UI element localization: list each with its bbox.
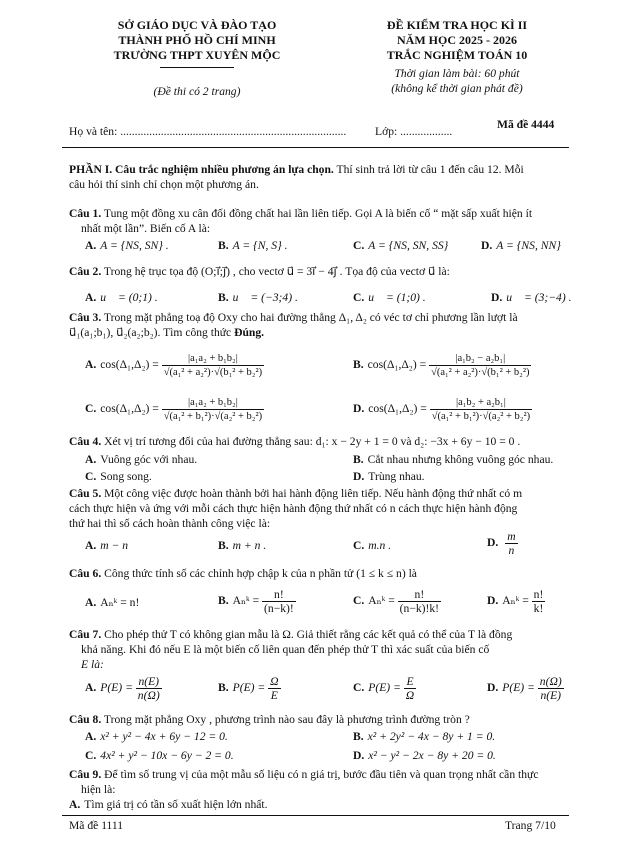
q7-number: Câu 7.: [69, 628, 102, 641]
q3-option-d[interactable]: D. cos(Δ₁,Δ₂) = $\frac{\text{|a₁b₂ + a₂b₁|}}{\text{√(a₁² + b₁²)·√(a₂² + b₂²)}}$: [353, 397, 531, 422]
header-right: [352, 18, 562, 63]
question-1: [69, 206, 569, 236]
q5-option-d[interactable]: D. $\frac{m}{n}$: [487, 530, 516, 557]
q3-text2: u⃗₁(a₁;b₁), u⃗₂(a₂;b₂). Tìm công thức: [69, 326, 235, 339]
question-2: [69, 264, 569, 279]
q8-number: Câu 8.: [69, 713, 102, 726]
q1-number: Câu 1.: [69, 207, 102, 220]
q7-text2: khả năng. Khi đó nếu E là một biến cố liên quan đến phép thử T thì xác suất của biến cố: [81, 643, 490, 656]
q7-option-c[interactable]: C. P(E) = $\frac{E}{\Omega}$: [353, 675, 415, 702]
footer-exam-code: Mã đề 1111: [69, 819, 124, 832]
dept-line: SỞ GIÁO DỤC VÀ ĐÀO TẠO: [117, 18, 277, 32]
page-count-note: (Đề thi có 2 trang): [153, 85, 241, 98]
question-4: [69, 434, 569, 449]
header-underline: [160, 67, 234, 68]
q6-option-d[interactable]: D. Aₙᵏ = $\frac{n!}{k!}$: [487, 588, 544, 615]
q7-option-b[interactable]: B. P(E) = $\frac{\Omega}{E}$: [218, 675, 279, 702]
q5-text3: thứ hai thì số cách hoàn thành công việc là:: [69, 517, 271, 530]
part1-instr2: câu hỏi thí sinh chỉ chọn một phương án.: [69, 178, 259, 191]
divider-line: [62, 147, 569, 148]
q5-option-b[interactable]: B. m + n .: [218, 539, 267, 552]
subject: TRẮC NGHIỆM TOÁN 10: [386, 48, 528, 62]
q1-text: Tung một đồng xu cân đối đồng chất hai lần liên tiếp. Gọi A là biến cố “ mặt sấp xuất hiện ít: [101, 207, 533, 220]
q8-option-d[interactable]: D. x² − y² − 2x − 8y + 20 = 0.: [353, 749, 496, 762]
q8-option-b[interactable]: B. x² + 2y² − 4x − 8y + 1 = 0.: [353, 730, 496, 743]
part1-instr: Thí sinh trả lời từ câu 1 đến câu 12. Mỗi: [333, 163, 524, 176]
q1-text2: nhất một lần”. Biến cố A là:: [81, 222, 211, 235]
q6-option-c[interactable]: C. Aₙᵏ = $\frac{n!}{(n-k)!k!}$: [353, 588, 440, 615]
q2-option-d[interactable]: D. u⃗ = (3;−4) .: [491, 291, 572, 304]
question-7: [69, 627, 569, 672]
q5-text: Một công việc được hoàn thành bởi hai hành động liên tiếp. Nếu hành động thứ nhất có m: [101, 487, 523, 500]
q9-option-a[interactable]: A. Tìm giá trị có tần số xuất hiện lớn nhất.: [69, 798, 268, 811]
school-year: NĂM HỌC 2025 - 2026: [397, 33, 517, 47]
q8-option-c[interactable]: C. 4x² + y² − 10x − 6y − 2 = 0.: [85, 749, 234, 762]
q5-option-c[interactable]: C. m.n .: [353, 539, 392, 552]
exam-code: Mã đề 4444: [497, 118, 555, 131]
school-line: TRƯỜNG THPT XUYÊN MỘC: [113, 48, 281, 62]
q8-option-a[interactable]: A. x² + y² − 4x + 6y − 12 = 0.: [85, 730, 228, 743]
q1-option-a[interactable]: A. A = {NS, SN} .: [85, 239, 169, 252]
q4-option-b[interactable]: B. Cắt nhau nhưng không vuông góc nhau.: [353, 453, 554, 466]
q7-text3: E là:: [81, 658, 104, 671]
time-exclusion: (không kể thời gian phát đề): [391, 82, 523, 95]
q2-text: Trong hệ trục tọa độ (O;i⃗;j⃗) , cho vectơ u⃗ = 3i⃗ − 4j⃗ . Tọa độ của vectơ u⃗ là:: [101, 265, 450, 278]
q3-number: Câu 3.: [69, 311, 102, 324]
q6-number: Câu 6.: [69, 567, 102, 580]
q3-text2b: Đúng.: [234, 326, 265, 339]
part1-title: PHẦN I. Câu trắc nghiệm nhiều phương án lựa chọn.: [69, 163, 334, 176]
header-left: [92, 18, 302, 63]
q3-option-a[interactable]: A. cos(Δ₁,Δ₂) = $\frac{\text{|a₁a₂ + b₁b₂|}}{\text{√(a₁² + a₂²)·√(b₁² + b₂²)}}$: [85, 353, 263, 378]
q2-option-a[interactable]: A. u⃗ = (0;1) .: [85, 291, 158, 304]
name-field[interactable]: Họ và tên: ..............................................................................: [69, 125, 347, 138]
question-3: [69, 310, 569, 340]
q3-option-c[interactable]: C. cos(Δ₁,Δ₂) = $\frac{\text{|a₁a₂ + b₁b₂|}}{\text{√(a₁² + b₁²)·√(a₂² + b₂²)}}$: [85, 397, 263, 422]
q8-text: Trong mặt phẳng Oxy , phương trình nào sau đây là phương trình đường tròn ?: [101, 713, 470, 726]
q1-option-d[interactable]: D. A = {NS, NN}: [481, 239, 561, 252]
q7-option-a[interactable]: A. P(E) = $\frac{n(E)}{n(\Omega)}$: [85, 675, 160, 702]
q6-option-a[interactable]: A. Aₙᵏ = n!: [85, 596, 140, 609]
q2-number: Câu 2.: [69, 265, 102, 278]
q5-number: Câu 5.: [69, 487, 102, 500]
q2-option-b[interactable]: B. u⃗ = (−3;4) .: [218, 291, 298, 304]
q4-option-d[interactable]: D. Trùng nhau.: [353, 470, 425, 483]
part1-instruction: [69, 162, 569, 192]
question-9: [69, 767, 569, 797]
q3-option-b[interactable]: B. cos(Δ₁,Δ₂) = $\frac{\text{|a₁b₂ − a₂b₁|}}{\text{√(a₁² + a₂²)·√(b₁² + b₂²)}}$: [353, 353, 530, 378]
time-note: [352, 66, 562, 96]
q5-text2: cách thực hiện và ứng với mỗi cách thực hiện hành động thứ nhất có n cách thực hiện hành động: [69, 502, 518, 515]
q4-option-c[interactable]: C. Song song.: [85, 470, 152, 483]
exam-title: ĐỀ KIỂM TRA HỌC KÌ II: [386, 18, 528, 32]
question-8: [69, 712, 569, 727]
q5-option-a[interactable]: A. m − n: [85, 539, 129, 552]
q3-text: Trong mặt phẳng toạ độ Oxy cho hai đường thẳng Δ₁, Δ₂ có véc tơ chỉ phương lần lượt là: [101, 311, 518, 324]
q1-option-c[interactable]: C. A = {NS, SN, SS}: [353, 239, 449, 252]
q4-number: Câu 4.: [69, 435, 102, 448]
city-line: THÀNH PHỐ HỒ CHÍ MINH: [118, 33, 276, 47]
q6-option-b[interactable]: B. Aₙᵏ = $\frac{n!}{(n-k)!}$: [218, 588, 294, 615]
q9-text: Để tìm số trung vị của một mẫu số liệu có n giá trị, bước đầu tiên và quan trọng nhất cần thực: [101, 768, 539, 781]
q7-option-d[interactable]: D. P(E) = $\frac{n(\Omega)}{n(E)}$: [487, 675, 562, 702]
q9-text2: hiện là:: [81, 783, 116, 796]
q1-option-b[interactable]: B. A = {N, S} .: [218, 239, 288, 252]
footer-page-number: Trang 7/10: [505, 819, 556, 832]
q4-option-a[interactable]: A. Vuông góc với nhau.: [85, 453, 198, 466]
question-6: [69, 566, 569, 581]
q9-number: Câu 9.: [69, 768, 102, 781]
time-limit: Thời gian làm bài: 60 phút: [394, 67, 520, 80]
question-5: [69, 486, 569, 531]
q7-text: Cho phép thử T có không gian mẫu là Ω. Giả thiết rằng các kết quả có thể của T là đồng: [101, 628, 513, 641]
footer-divider: [62, 815, 569, 816]
q4-text: Xét vị trí tương đối của hai đường thẳng sau: d₁: x − 2y + 1 = 0 và d₂: −3x + 6y − 10 = 0 .: [101, 435, 521, 448]
q2-option-c[interactable]: C. u⃗ = (1;0) .: [353, 291, 426, 304]
q6-text: Công thức tính số các chỉnh hợp chập k của n phần tử (1 ≤ k ≤ n) là: [101, 567, 417, 580]
class-field[interactable]: Lớp: ..................: [375, 125, 453, 138]
